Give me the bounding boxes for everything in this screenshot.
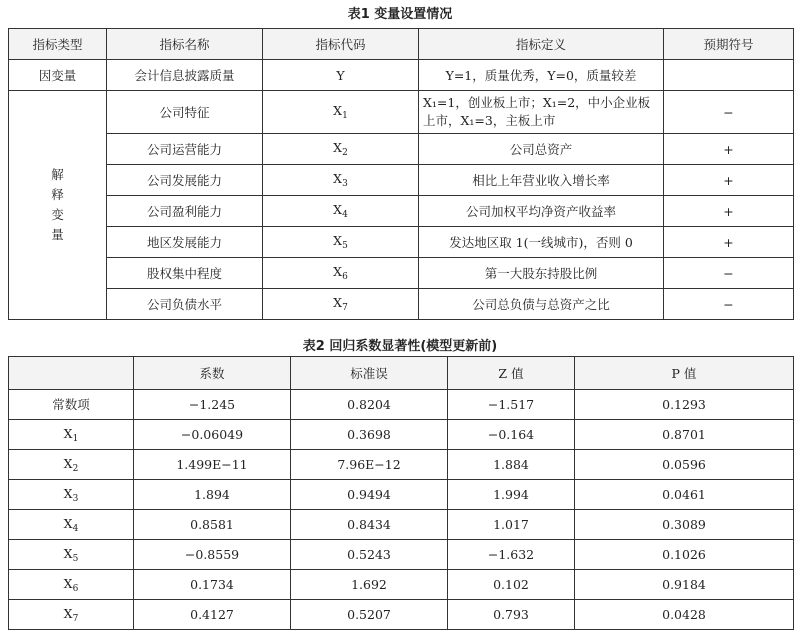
coef: −0.06049: [134, 420, 291, 450]
explanatory-char: 量: [51, 227, 64, 242]
z-value: −1.517: [448, 390, 575, 420]
table1-row: [9, 258, 794, 289]
header-blank: [9, 357, 134, 390]
z-value: 0.793: [448, 600, 575, 630]
code-base: X: [333, 140, 343, 155]
table2-row: [9, 390, 794, 420]
p-value: 0.9184: [575, 570, 794, 600]
code-sub: 4: [342, 210, 348, 220]
p-value: 0.0596: [575, 450, 794, 480]
code-base: X: [333, 171, 343, 186]
row-label: [9, 510, 134, 540]
code-sub: 3: [342, 179, 348, 189]
code-base: X: [333, 264, 343, 279]
table1-row: [9, 289, 794, 320]
variable-settings-table: [8, 28, 794, 320]
std-error: 1.692: [291, 570, 448, 600]
row-sign: +: [664, 165, 794, 196]
p-value: 0.0428: [575, 600, 794, 630]
table1-row: [9, 196, 794, 227]
explanatory-char: 解: [51, 167, 64, 182]
label-base: X: [63, 455, 73, 471]
table2-header-row: [9, 357, 794, 390]
table1-row: [9, 91, 794, 134]
table2-row: [9, 420, 794, 450]
z-value: 0.102: [448, 570, 575, 600]
row-code: [263, 91, 419, 134]
row-label: [9, 540, 134, 570]
z-value: −0.164: [448, 420, 575, 450]
z-value: −1.632: [448, 540, 575, 570]
label-sub: 2: [72, 463, 79, 474]
header-type: 指标类型: [9, 29, 107, 60]
row-name: 股权集中程度: [107, 258, 263, 289]
p-value: 0.3089: [575, 510, 794, 540]
explanatory-char: 释: [51, 187, 64, 202]
std-error: 7.96E−12: [291, 450, 448, 480]
row-name: 公司特征: [107, 91, 263, 134]
coef: 0.4127: [134, 600, 291, 630]
std-error: 0.8434: [291, 510, 448, 540]
row-definition: 发达地区取 1(一线城市)，否则 0: [419, 227, 664, 258]
row-sign: +: [664, 134, 794, 165]
header-p: P 值: [575, 357, 794, 390]
table1-row: [9, 165, 794, 196]
code-sub: 1: [342, 111, 348, 121]
explanatory-type-cell: [9, 91, 107, 320]
code-base: X: [333, 295, 343, 310]
z-value: 1.994: [448, 480, 575, 510]
label-base: 常数项: [52, 396, 90, 412]
table2-row: [9, 570, 794, 600]
row-name: 公司负债水平: [107, 289, 263, 320]
label-base: X: [63, 515, 73, 531]
table2-row: [9, 480, 794, 510]
row-definition: 公司总负债与总资产之比: [419, 289, 664, 320]
row-label: [9, 450, 134, 480]
row-name: 公司运营能力: [107, 134, 263, 165]
definition-text: X₁=1，创业板上市；X₁=2，中小企业板上市，X₁=3，主板上市: [423, 95, 651, 128]
row-label: [9, 420, 134, 450]
dependent-name: 会计信息披露质量: [107, 60, 263, 91]
p-value: 0.0461: [575, 480, 794, 510]
dependent-sign: [664, 60, 794, 91]
row-label: [9, 570, 134, 600]
dependent-code: Y: [263, 60, 419, 91]
header-z: Z 值: [448, 357, 575, 390]
header-code: 指标代码: [263, 29, 419, 60]
header-name: 指标名称: [107, 29, 263, 60]
table1-row: [9, 227, 794, 258]
row-sign: −: [664, 289, 794, 320]
row-definition: 相比上年营业收入增长率: [419, 165, 664, 196]
table2-row: [9, 540, 794, 570]
header-se: 标准误: [291, 357, 448, 390]
row-definition: 公司总资产: [419, 134, 664, 165]
row-name: 地区发展能力: [107, 227, 263, 258]
coef: 0.1734: [134, 570, 291, 600]
label-sub: 6: [72, 583, 79, 594]
code-base: X: [333, 233, 343, 248]
row-code: [263, 258, 419, 289]
row-label: [9, 480, 134, 510]
explanatory-char: 变: [51, 207, 64, 222]
table2-row: [9, 450, 794, 480]
std-error: 0.5243: [291, 540, 448, 570]
label-base: X: [63, 485, 73, 501]
table1-header-row: [9, 29, 794, 60]
z-value: 1.884: [448, 450, 575, 480]
row-name: 公司发展能力: [107, 165, 263, 196]
code-sub: 7: [342, 303, 348, 313]
label-sub: 4: [72, 523, 79, 534]
label-sub: 5: [72, 553, 79, 564]
p-value: 0.1293: [575, 390, 794, 420]
row-definition: 第一大股东持股比例: [419, 258, 664, 289]
row-sign: −: [664, 258, 794, 289]
dependent-type: 因变量: [9, 60, 107, 91]
coef: 1.499E−11: [134, 450, 291, 480]
code-sub: 2: [342, 148, 348, 158]
code-base: X: [333, 103, 343, 118]
header-definition: 指标定义: [419, 29, 664, 60]
header-sign: 预期符号: [664, 29, 794, 60]
row-label: [9, 600, 134, 630]
table1-row: [9, 134, 794, 165]
row-sign: −: [664, 91, 794, 134]
row-definition: 公司加权平均净资产收益率: [419, 196, 664, 227]
row-code: [263, 165, 419, 196]
table2-row: [9, 600, 794, 630]
dependent-definition: Y=1，质量优秀，Y=0，质量较差: [419, 60, 664, 91]
row-sign: +: [664, 227, 794, 258]
table2-caption: 表2 回归系数显著性(模型更新前): [302, 339, 498, 354]
std-error: 0.5207: [291, 600, 448, 630]
label-sub: 7: [72, 613, 79, 624]
coef: −0.8559: [134, 540, 291, 570]
coef: −1.245: [134, 390, 291, 420]
label-sub: 1: [72, 433, 79, 444]
label-base: X: [63, 545, 73, 561]
coef: 1.894: [134, 480, 291, 510]
row-sign: +: [664, 196, 794, 227]
row-definition: [419, 91, 664, 134]
label-sub: 3: [72, 493, 79, 504]
code-sub: 6: [342, 272, 348, 282]
table2-row: [9, 510, 794, 540]
row-name: 公司盈利能力: [107, 196, 263, 227]
row-code: [263, 289, 419, 320]
row-code: [263, 134, 419, 165]
std-error: 0.9494: [291, 480, 448, 510]
coef: 0.8581: [134, 510, 291, 540]
code-base: X: [333, 202, 343, 217]
regression-coefficients-table: [8, 356, 794, 630]
label-base: X: [63, 425, 73, 441]
std-error: 0.3698: [291, 420, 448, 450]
p-value: 0.1026: [575, 540, 794, 570]
row-code: [263, 227, 419, 258]
table1-caption: 表1 变量设置情况: [347, 7, 453, 22]
label-base: X: [63, 605, 73, 621]
label-base: X: [63, 575, 73, 591]
z-value: 1.017: [448, 510, 575, 540]
row-label: [9, 390, 134, 420]
header-coef: 系数: [134, 357, 291, 390]
row-code: [263, 196, 419, 227]
p-value: 0.8701: [575, 420, 794, 450]
std-error: 0.8204: [291, 390, 448, 420]
code-sub: 5: [342, 241, 348, 251]
table1-row-dependent: [9, 60, 794, 91]
